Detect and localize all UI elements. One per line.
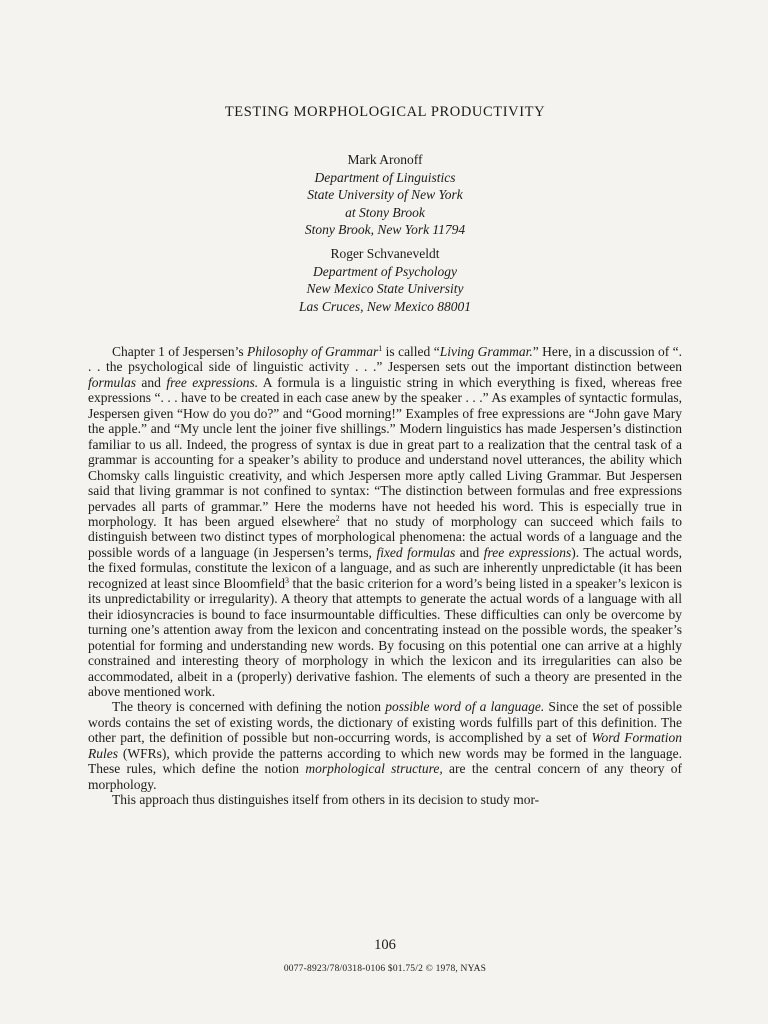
footnote-marker-1[interactable]: 1: [378, 344, 383, 353]
author-department: Department of Psychology: [313, 263, 457, 279]
author-campus: at Stony Brook: [345, 204, 425, 220]
author-institution: New Mexico State University: [306, 281, 464, 297]
author-list: [88, 151, 682, 315]
author-address: Las Cruces, New Mexico 88001: [298, 298, 472, 314]
paper-title: TESTING MORPHOLOGICAL PRODUCTIVITY: [224, 104, 546, 120]
author-block-schvaneveldt: [88, 245, 682, 315]
page-number: 106: [374, 937, 396, 953]
author-address: Stony Brook, New York 11794: [304, 222, 466, 238]
copyright-footer: 0077-8923/78/0318-0106 $01.75/2 © 1978, NYAS: [283, 964, 487, 974]
footnote-marker-2[interactable]: 2: [335, 513, 340, 523]
body-text: [88, 344, 682, 808]
author-block-aronoff: [88, 151, 682, 239]
author-name: Mark Aronoff: [347, 152, 423, 167]
paper-page: [88, 0, 682, 1024]
paragraph-2: The theory is concerned with defining the notion possible word of a language. Since the set of possible words contains the set of existing words, the dictionary of existing words fulfills part of this definition. The other part, the definition of possible but non-occurring words, is accomplished by a set of Word Formation Rules (WFRs), which provide the patterns according to which new words may be formed in the language. These rules, which define the notion morphological structure, are the central concern of any theory of morphology.: [88, 699, 683, 792]
paragraph-3: This approach thus distinguishes itself from others in its decision to study mor-: [112, 792, 540, 808]
footnote-marker-3[interactable]: 3: [284, 575, 289, 585]
author-institution: State University of New York: [307, 187, 463, 203]
author-name: Roger Schvaneveldt: [330, 245, 440, 261]
paragraph-1: Chapter 1 of Jespersen’s Philosophy of Grammar$^1$ is called “Living Grammar.” Here, in a discussion of “. . . the psychological side of linguistic activity . . .” Jespersen sets out the important distinction between formulas and free expressions. A formula is a linguistic string in which everything is fixed, whereas free expressions “. . . have to be created in each case anew by the speaker . . .” As examples of syntactic formulas, Jespersen given “How do you do?” and “Good morning!” Examples of free expressions are “John gave Mary the apple.” and “My uncle lent the joiner five shillings.” Modern linguistics has made Jespersen’s distinction familiar to us all. Indeed, the progress of syntax is due in great part to a realization that the central task of a grammar is accounting for a speaker’s ability to produce and understand novel utterances, the ability which Chomsky calls linguistic creativity, and which Jespersen more aptly called Living Grammar. But Jespersen said that living grammar is not confined to syntax: “The distinction between formulas and free expressions pervades all parts of grammar.” Here the moderns have not heeded his word. This is especially true in morphology. It has been argued elsewhere$^2$ that no study of morphology can succeed which fails to distinguish between two distinct types of morphological phenomena: the actual words of a language and the possible words of a language (in Jespersen’s terms, fixed formulas and free expressions). The actual words, the fixed formulas, constitute the lexicon of a language, and as such are inherently unpredictable (it has been recognized at least since Bloomfield$^3$ that the basic criterion for a word’s being listed in a speaker’s lexicon is its unpredictability or irregularity). A theory that attempts to generate the actual words of a language with all their idiosyncracies is bound to face insurmountable difficulties. These difficulties can only be overcome by turning one’s attention away from the lexicon and concentrating instead on the possible words, the speaker’s potential for forming and understanding new words. By focusing on this potential one can arrive at a highly constrained and interesting theory of morphology in which the lexicon and its irregularities can also be accommodated, albeit in a (properly) derivative fashion. The elements of such a theory are presented in the above mentioned work.: [88, 344, 682, 699]
author-department: Department of Linguistics: [314, 169, 456, 185]
